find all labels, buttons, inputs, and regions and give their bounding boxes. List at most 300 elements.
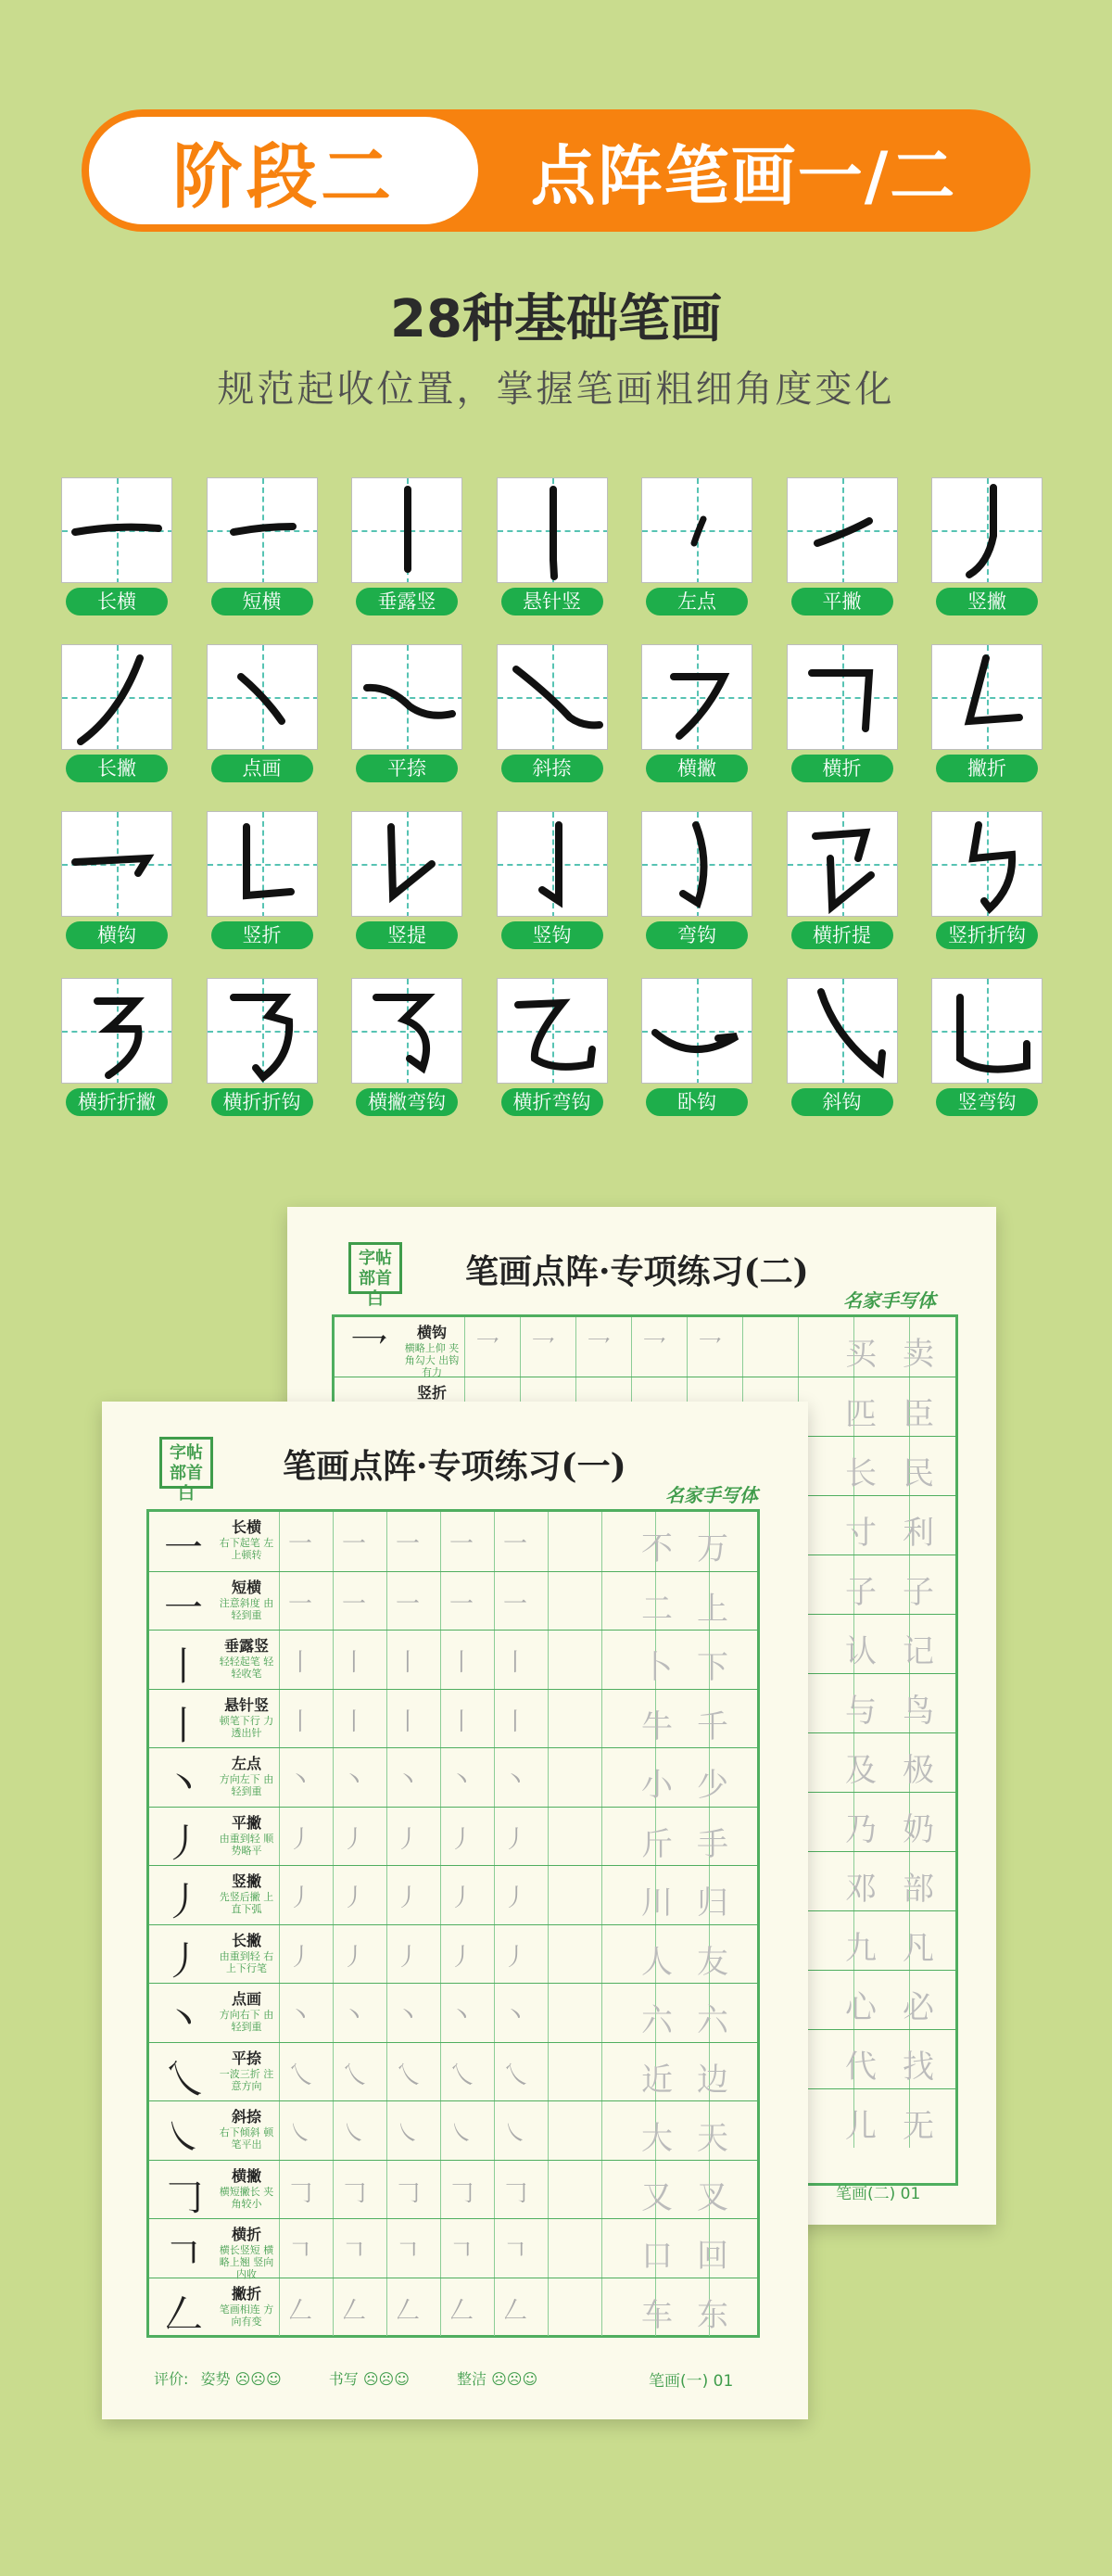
grid-line (548, 1572, 549, 1631)
practice-row (149, 1630, 757, 1689)
stroke-image (497, 644, 608, 750)
stroke-note (216, 1929, 277, 1974)
grid-line (494, 1808, 495, 1866)
grid-line (386, 1866, 387, 1924)
stroke-image (641, 477, 752, 583)
reference-char: 万 (697, 1530, 728, 1567)
reference-char: 回 (697, 2238, 728, 2275)
reference-char: 代 (845, 2049, 877, 2086)
reference-char: 寸 (845, 1515, 877, 1552)
grid-line (440, 1690, 441, 1748)
grid-line (279, 1925, 280, 1984)
trace-stroke: 丶 (449, 1767, 474, 1795)
stroke-card (207, 644, 318, 782)
stroke-card (641, 811, 752, 949)
stroke-name: 平捺 (231, 2049, 261, 2067)
stroke-image (787, 978, 898, 1084)
practice-sheet-1 (102, 1402, 808, 2419)
stroke-label: 斜捺 (501, 755, 603, 782)
stroke-desc: 横短撇长 夹角较小 (219, 2185, 274, 2210)
grid-line (333, 2219, 334, 2278)
grid-line (279, 1866, 280, 1924)
grid-line (440, 2043, 441, 2101)
stroke-name: 点画 (231, 1990, 261, 2008)
grid-line (494, 1925, 495, 1984)
stroke-card (497, 978, 608, 1116)
trace-stroke: 丨 (396, 1649, 421, 1677)
trace-stroke: 𠃍 (503, 2238, 528, 2265)
trace-stroke: 丶 (288, 1767, 313, 1795)
grid-line (279, 2043, 280, 2101)
stroke-image (351, 978, 462, 1084)
trace-stroke: 丿 (396, 1884, 421, 1912)
reference-char: 及 (845, 1752, 877, 1789)
reference-char: 认 (845, 1633, 877, 1670)
grid-line (333, 1748, 334, 1807)
eval-faces: ☹☹☺ (491, 2370, 538, 2388)
reference-char: 极 (903, 1752, 934, 1789)
trace-stroke: 丶 (503, 2002, 528, 2030)
stroke-image (351, 644, 462, 750)
grid-line (494, 2101, 495, 2160)
grid-line (333, 2278, 334, 2337)
grid-line (440, 1925, 441, 1984)
reference-char: 六 (697, 2002, 728, 2039)
stroke-desc: 由重到轻 右上下行笔 (219, 1949, 274, 1974)
stroke-glyph (788, 979, 898, 1084)
trace-stroke: 丶 (396, 2002, 421, 2030)
grid-line (601, 1808, 602, 1866)
trace-stroke: 𠃍 (288, 2238, 313, 2265)
stroke-image (207, 978, 318, 1084)
stroke-note (216, 2105, 277, 2151)
trace-stroke: 𠃌 (449, 2178, 474, 2207)
grid-line (386, 1808, 387, 1866)
trace-stroke: 𠃋 (449, 2296, 474, 2325)
reference-char: 东 (697, 2296, 728, 2334)
grid-line (386, 2278, 387, 2337)
stroke-glyph (352, 645, 462, 750)
grid-line (386, 1690, 387, 1748)
trace-stroke: 乛 (531, 1336, 556, 1364)
stroke-name: 横钩 (416, 1324, 447, 1341)
grid-line (548, 2101, 549, 2160)
grid-line (440, 2161, 441, 2219)
grid-line (548, 1984, 549, 2042)
stroke-image (931, 811, 1042, 917)
grid-line (520, 1317, 521, 1377)
stroke-glyph (788, 812, 898, 917)
trace-stroke: 丶 (449, 2002, 474, 2030)
trace-stroke: 丿 (342, 1943, 367, 1972)
stroke-name: 悬针竖 (223, 1695, 269, 1714)
stroke-glyph (62, 812, 172, 917)
trace-stroke: 𠃍 (396, 2238, 421, 2265)
grid-line (494, 2219, 495, 2278)
stroke-image (61, 811, 172, 917)
stroke-label: 点画 (211, 755, 313, 782)
stroke-desc: 一波三折 注意方向 (219, 2067, 274, 2092)
reference-char: 少 (697, 1767, 728, 1804)
trace-stroke: 乀 (342, 2061, 367, 2089)
eval-writing: 书写 (328, 2370, 359, 2388)
trace-stroke: 𠃋 (396, 2296, 421, 2325)
stroke-image (61, 644, 172, 750)
grid-line (333, 1808, 334, 1866)
grid-line (279, 1984, 280, 2042)
stroke-card (351, 978, 462, 1116)
grid-line (386, 1631, 387, 1689)
grid-line (548, 2219, 549, 2278)
grid-line (333, 2101, 334, 2160)
trace-stroke: 𠃌 (288, 2178, 313, 2207)
stroke-sample: 丿 (163, 1879, 203, 1924)
grid-line (333, 2043, 334, 2101)
stroke-note (216, 1694, 277, 1739)
grid-line (601, 2161, 602, 2219)
reference-char: 民 (903, 1455, 934, 1492)
trace-stroke: 丨 (342, 1707, 367, 1736)
stroke-image (787, 644, 898, 750)
stroke-desc: 右下倾斜 顿笔平出 (219, 2126, 274, 2151)
practice-row (149, 1983, 757, 2042)
stroke-desc: 由重到轻 顺势略平 (219, 1832, 274, 1857)
stroke-card (351, 477, 462, 615)
stroke-sample: 丿 (163, 1820, 203, 1866)
trace-stroke: 丶 (396, 1767, 421, 1795)
stroke-desc: 轻轻起笔 轻轻收笔 (219, 1656, 274, 1680)
stroke-card (207, 978, 318, 1116)
trace-stroke: 一 (288, 1590, 313, 1618)
grid-line (279, 1748, 280, 1807)
stroke-label: 长横 (66, 588, 168, 615)
stroke-desc: 方向左下 由轻到重 (219, 1773, 274, 1797)
trace-stroke: 乛 (698, 1336, 723, 1364)
stroke-glyph (352, 979, 462, 1084)
stroke-label: 撇折 (936, 755, 1038, 782)
grid-line (279, 1572, 280, 1631)
stroke-label: 横折提 (791, 921, 893, 949)
trace-stroke: 丿 (342, 1884, 367, 1912)
stroke-label: 竖钩 (501, 921, 603, 949)
grid-line (333, 1572, 334, 1631)
grid-line (440, 1512, 441, 1571)
reference-char: 又 (641, 2178, 673, 2216)
stroke-card (351, 811, 462, 949)
stage-topic: 点阵笔画一/二 (530, 137, 957, 214)
stroke-note (216, 1634, 277, 1680)
grid-line (601, 2043, 602, 2101)
practice-row (149, 1689, 757, 1748)
grid-line (548, 1866, 549, 1924)
stroke-card (61, 811, 172, 949)
trace-stroke: 丶 (503, 1767, 528, 1795)
reference-char: 手 (697, 1825, 728, 1863)
stroke-glyph (932, 812, 1042, 917)
stroke-label: 竖弯钩 (936, 1088, 1038, 1116)
reference-char: 归 (697, 1884, 728, 1922)
trace-stroke: 丿 (396, 1943, 421, 1972)
stroke-name: 竖折 (416, 1384, 447, 1402)
stroke-name: 撇折 (231, 2284, 261, 2303)
reference-char: 长 (845, 1455, 877, 1492)
grid-line (494, 1512, 495, 1571)
reference-char: 上 (697, 1590, 728, 1628)
stroke-card (207, 811, 318, 949)
grid-line (279, 1690, 280, 1748)
grid-line (386, 2043, 387, 2101)
stage-label-pill (89, 117, 478, 224)
grid-line (386, 1512, 387, 1571)
stroke-card (497, 811, 608, 949)
practice-row (149, 1512, 757, 1571)
reference-char: 下 (697, 1649, 728, 1686)
trace-stroke: 乀 (396, 2061, 421, 2089)
stroke-desc: 右下起笔 左上顿转 (219, 1537, 274, 1561)
reference-char: 斤 (641, 1825, 673, 1863)
trace-stroke: 一 (396, 1530, 421, 1558)
stroke-glyph (62, 645, 172, 750)
trace-stroke: 𠃌 (396, 2178, 421, 2207)
stroke-sample: ㇏ (163, 2114, 203, 2160)
grid-line (601, 1631, 602, 1689)
stroke-label: 平捺 (356, 755, 458, 782)
stroke-glyph (642, 812, 752, 917)
trace-stroke: 丶 (342, 2002, 367, 2030)
stroke-label: 悬针竖 (501, 588, 603, 615)
trace-stroke: 丨 (503, 1707, 528, 1736)
stroke-image (497, 811, 608, 917)
grid-line (548, 1512, 549, 1571)
trace-stroke: 一 (288, 1530, 313, 1558)
stroke-note (216, 1987, 277, 2033)
reference-char: 乃 (845, 1811, 877, 1848)
stroke-card (61, 978, 172, 1116)
trace-stroke: 乛 (642, 1336, 667, 1364)
trace-stroke: 一 (503, 1590, 528, 1618)
stroke-note (216, 1576, 277, 1621)
stroke-image (351, 477, 462, 583)
trace-stroke: 丨 (503, 1649, 528, 1677)
stroke-glyph (62, 478, 172, 583)
trace-stroke: 一 (342, 1590, 367, 1618)
stroke-image (207, 477, 318, 583)
stroke-image (351, 811, 462, 917)
trace-stroke: 丿 (449, 1884, 474, 1912)
grid-line (601, 1512, 602, 1571)
section-title: 28种基础笔画 (390, 289, 722, 349)
trace-stroke: ㇏ (288, 2120, 313, 2148)
grid-line (548, 1690, 549, 1748)
stroke-note (216, 2282, 277, 2328)
reference-char: 二 (641, 1590, 673, 1628)
stroke-card (931, 644, 1042, 782)
stroke-glyph (208, 812, 318, 917)
trace-stroke: 乛 (587, 1336, 612, 1364)
grid-line (333, 1984, 334, 2042)
grid-line (440, 1631, 441, 1689)
stroke-label: 横折 (791, 755, 893, 782)
grid-line (548, 1808, 549, 1866)
reference-char: 叉 (697, 2178, 728, 2216)
stroke-label: 短横 (211, 588, 313, 615)
grid-line (548, 2043, 549, 2101)
stroke-glyph (498, 812, 608, 917)
sheet-logo: 字帖 部首 白 (159, 1437, 213, 1489)
grid-line (333, 1690, 334, 1748)
stroke-image (61, 477, 172, 583)
trace-stroke: 丿 (342, 1825, 367, 1854)
stage-label: 阶段二 (172, 134, 395, 218)
grid-line (548, 1748, 549, 1807)
reference-char: 六 (641, 2002, 673, 2039)
stroke-card (641, 644, 752, 782)
stroke-glyph (498, 478, 608, 583)
grid-line (440, 2219, 441, 2278)
grid-line (440, 2278, 441, 2337)
stroke-card (497, 477, 608, 615)
section-subtitle: 规范起收位置，掌握笔画粗细角度变化 (217, 368, 895, 411)
stroke-label: 长撇 (66, 755, 168, 782)
stroke-desc: 先竖后撇 上直下弧 (219, 1891, 274, 1915)
reference-char: 匹 (845, 1396, 877, 1433)
reference-char: 心 (845, 1989, 877, 2026)
trace-stroke: 丿 (288, 1884, 313, 1912)
stroke-label: 横撇 (646, 755, 748, 782)
stroke-sample: 丨 (163, 1702, 203, 1748)
stroke-label: 横折折撇 (66, 1088, 168, 1116)
grid-line (601, 2101, 602, 2160)
trace-stroke: 丿 (396, 1825, 421, 1854)
stroke-glyph (352, 478, 462, 583)
trace-stroke: 丨 (288, 1707, 313, 1736)
stroke-label: 竖折 (211, 921, 313, 949)
trace-stroke: 𠃋 (503, 2296, 528, 2325)
reference-char: 找 (903, 2049, 934, 2086)
reference-char: 买 (845, 1336, 877, 1373)
practice-row (149, 1571, 757, 1631)
grid-line (494, 2278, 495, 2337)
stroke-label: 横撇弯钩 (356, 1088, 458, 1116)
trace-stroke: 乀 (288, 2061, 313, 2089)
grid-line (386, 1572, 387, 1631)
stroke-image (641, 978, 752, 1084)
reference-char: 边 (697, 2061, 728, 2099)
trace-stroke: 丿 (503, 1884, 528, 1912)
stroke-glyph (352, 812, 462, 917)
practice-row (149, 2218, 757, 2278)
stroke-image (497, 477, 608, 583)
stage-banner (82, 109, 1030, 232)
trace-stroke: 丶 (288, 2002, 313, 2030)
grid-line (494, 1631, 495, 1689)
reference-char: 牛 (641, 1707, 673, 1745)
reference-char: 鸟 (903, 1693, 934, 1730)
trace-stroke: 乀 (449, 2061, 474, 2089)
trace-stroke: 一 (449, 1530, 474, 1558)
reference-char: 九 (845, 1930, 877, 1967)
reference-char: 人 (641, 1943, 673, 1981)
stroke-desc: 注意斜度 由轻到重 (219, 1596, 274, 1621)
practice-row (149, 2100, 757, 2160)
stroke-sample: 丨 (163, 1643, 203, 1689)
stroke-glyph (788, 478, 898, 583)
stroke-sample: 丿 (163, 1937, 203, 1984)
stroke-glyph (932, 478, 1042, 583)
stroke-name: 横撇 (231, 2166, 261, 2185)
stroke-glyph (208, 645, 318, 750)
sheet-title: 笔画点阵·专项练习(一) (283, 1447, 626, 1486)
eval-neat: 整洁 (457, 2370, 487, 2388)
grid-line (575, 1317, 576, 1377)
reference-char: 不 (641, 1530, 673, 1567)
stroke-card (351, 644, 462, 782)
trace-stroke: 丿 (288, 1943, 313, 1972)
grid-line (440, 1748, 441, 1807)
stroke-sample: 一 (163, 1584, 203, 1631)
grid-line (440, 1866, 441, 1924)
trace-stroke: 乀 (503, 2061, 528, 2089)
grid-line (494, 1690, 495, 1748)
stroke-card (787, 644, 898, 782)
grid-line (279, 2278, 280, 2337)
stroke-glyph (642, 645, 752, 750)
grid-line (386, 1748, 387, 1807)
page-number: 笔画(一) 01 (649, 2372, 734, 2391)
grid-line (601, 1925, 602, 1984)
stroke-glyph (932, 645, 1042, 750)
stroke-card (497, 644, 608, 782)
trace-stroke: 一 (503, 1530, 528, 1558)
reference-char: 无 (903, 2108, 934, 2145)
stroke-glyph (788, 645, 898, 750)
grid-line (386, 2161, 387, 2219)
grid-line (333, 2161, 334, 2219)
grid-line (279, 2219, 280, 2278)
stroke-name: 左点 (231, 1755, 261, 1772)
grid-line (494, 1866, 495, 1924)
grid-line (386, 1984, 387, 2042)
eval-faces: ☹☹☺ (234, 2370, 282, 2388)
grid-line (494, 1984, 495, 2042)
reference-char: 邓 (845, 1871, 877, 1908)
trace-stroke: 一 (396, 1590, 421, 1618)
stroke-card (931, 811, 1042, 949)
stroke-label: 左点 (646, 588, 748, 615)
trace-stroke: 乛 (475, 1336, 500, 1364)
reference-char: 大 (641, 2120, 673, 2157)
stroke-sample: 𠃋 (163, 2290, 203, 2337)
trace-stroke: 丿 (449, 1825, 474, 1854)
stroke-note (216, 1752, 277, 1797)
stroke-note (401, 1381, 462, 1402)
grid-line (687, 1317, 688, 1377)
stroke-glyph (498, 979, 608, 1084)
grid-line (279, 1631, 280, 1689)
grid-line (601, 1748, 602, 1807)
stroke-glyph (62, 979, 172, 1084)
stroke-sample: 一 (163, 1525, 203, 1570)
reference-char: 臣 (903, 1396, 934, 1433)
grid-line (601, 1572, 602, 1631)
stroke-sample: 丶 (163, 1761, 203, 1807)
grid-line (333, 1512, 334, 1571)
practice-row (149, 2042, 757, 2101)
grid-line (333, 1866, 334, 1924)
grid-line (631, 1317, 632, 1377)
grid-line (279, 1808, 280, 1866)
grid-line (440, 1572, 441, 1631)
